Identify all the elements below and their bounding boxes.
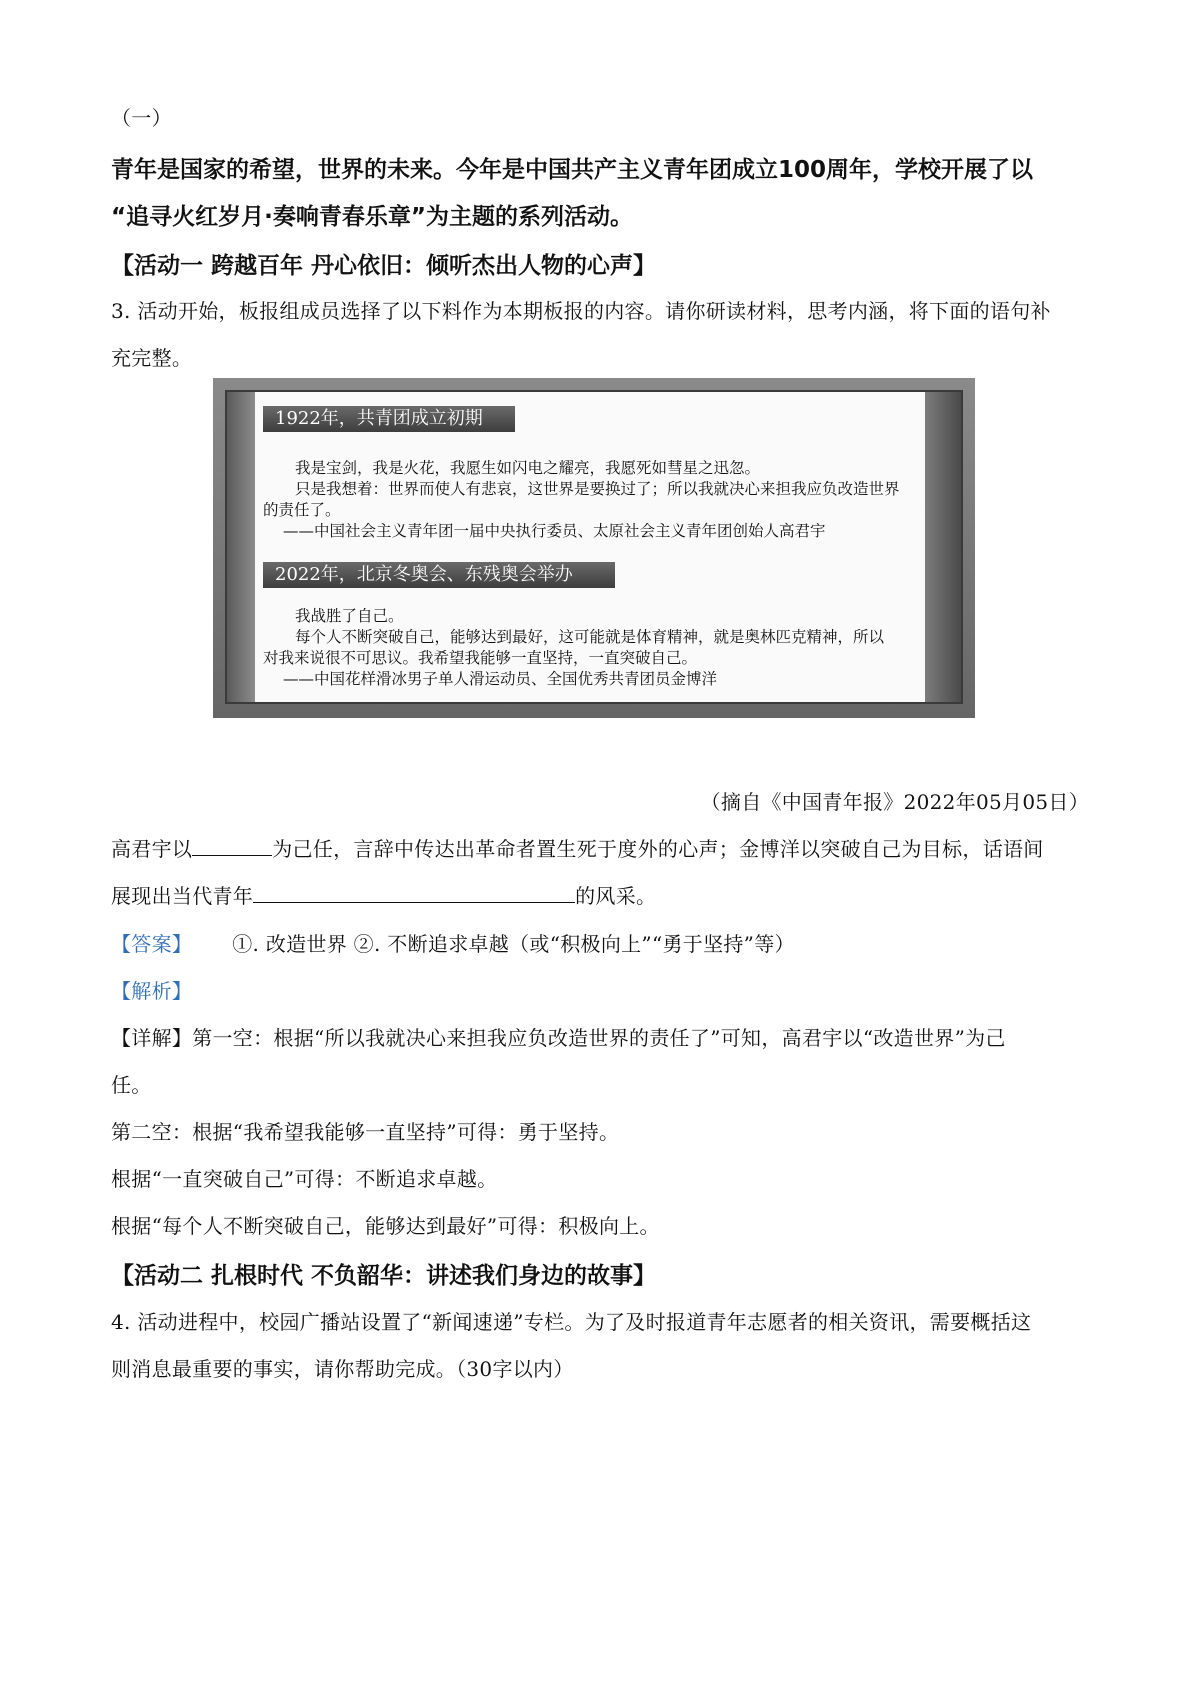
fill-line-1	[111, 833, 1044, 862]
board-para2-line2: 每个人不断突破自己，能够达到最好，这可能就是体育精神，就是奥林匹克精神，所以	[295, 628, 885, 646]
activity1-title: 【活动一 跨越百年 丹心依旧：倾听杰出人物的心声】	[111, 253, 657, 279]
fill-line-1-b: 为己任，言辞中传达出革命者置生死于度外的心声；金博洋以突破自己为目标，话语间	[272, 837, 1044, 861]
board-para1-line2: 只是我想着：世界而使人有悲哀，这世界是要换过了；所以我就决心来担我应负改造世界	[295, 480, 900, 498]
blackboard-surface	[225, 390, 963, 704]
section-label: （一）	[111, 106, 172, 130]
intro-line-1: 青年是国家的希望，世界的未来。今年是中国共产主义青年团成立100周年，学校开展了以	[111, 157, 1034, 183]
detail-text-1: 第一空：根据“所以我就决心来担我应负改造世界的责任了”可知，高君宇以“改造世界”为己	[192, 1026, 1006, 1050]
board-tag-2022: 2022年，北京冬奥会、东残奥会举办	[263, 562, 615, 588]
blackboard-figure	[213, 378, 975, 718]
q3-text-line-1: 3. 活动开始，板报组成员选择了以下料作为本期板报的内容。请你研读材料，思考内涵，将下面的语句补	[111, 299, 1051, 323]
fill-line-1-a: 高君宇以	[111, 837, 193, 861]
q4-text-line-1: 4. 活动进程中，校园广播站设置了“新闻速递”专栏。为了及时报道青年志愿者的相关资讯，需要概括这	[111, 1310, 1032, 1334]
answer-label: 【答案】	[111, 932, 193, 956]
board-frame-left	[227, 392, 255, 702]
detail-line-4: 根据“一直突破自己”可得：不断追求卓越。	[111, 1167, 498, 1191]
board-para2-line1: 我战胜了自己。	[295, 607, 404, 625]
blank-2[interactable]	[253, 884, 575, 903]
detail-line-1	[111, 1022, 1006, 1051]
fill-line-2	[111, 880, 656, 909]
board-para1-attrib: ——中国社会主义青年团一届中央执行委员、太原社会主义青年团创始人高君宇	[283, 522, 826, 540]
intro-line-2: “追寻火红岁月·奏响青春乐章”为主题的系列活动。	[111, 204, 633, 230]
q3-text-line-2: 充完整。	[111, 346, 193, 370]
board-frame-right	[925, 392, 961, 702]
board-para2-line3: 对我来说很不可思议。我希望我能够一直坚持，一直突破自己。	[263, 649, 698, 667]
source-note: （摘自《中国青年报》2022年05月05日）	[700, 790, 1089, 814]
detail-line-3: 第二空：根据“我希望我能够一直坚持”可得：勇于坚持。	[111, 1120, 620, 1144]
answer-row	[111, 928, 795, 957]
board-para2-attrib: ——中国花样滑冰男子单人滑运动员、全国优秀共青团员金博洋	[283, 670, 718, 688]
board-para1-line1: 我是宝剑，我是火花，我愿生如闪电之耀亮，我愿死如彗星之迅忽。	[295, 459, 761, 477]
answer-text: ①. 改造世界 ②. 不断追求卓越（或“积极向上”“勇于坚持”等）	[232, 932, 795, 956]
q4-text-line-2: 则消息最重要的事实，请你帮助完成。（30字以内）	[111, 1357, 574, 1381]
fill-line-2-b: 的风采。	[575, 884, 657, 908]
fill-line-2-a: 展现出当代青年	[111, 884, 254, 908]
detail-line-2: 任。	[111, 1073, 152, 1097]
blank-1[interactable]	[192, 837, 272, 856]
activity2-title: 【活动二 扎根时代 不负韶华：讲述我们身边的故事】	[111, 1263, 657, 1289]
detail-line-5: 根据“每个人不断突破自己，能够达到最好”可得：积极向上。	[111, 1214, 660, 1238]
board-tag-1922: 1922年，共青团成立初期	[263, 406, 515, 432]
board-para1-line3: 的责任了。	[263, 501, 341, 519]
detail-label: 【详解】	[111, 1026, 193, 1050]
analysis-label: 【解析】	[111, 979, 193, 1003]
